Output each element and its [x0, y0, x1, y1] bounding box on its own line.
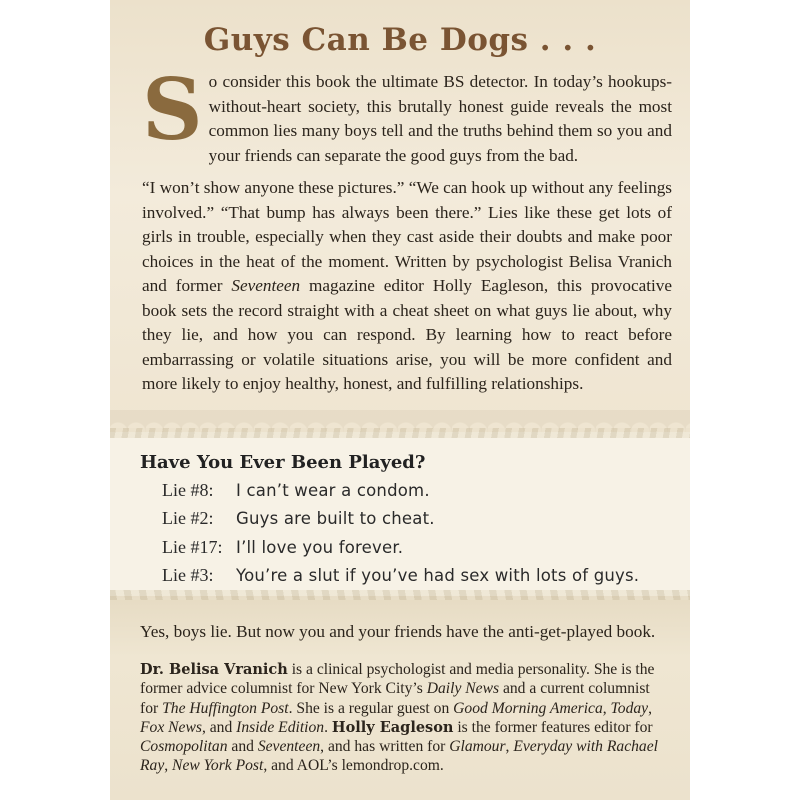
- publication-title: Glamour: [449, 738, 506, 756]
- magazine-title: Seventeen: [231, 276, 301, 295]
- publication-title: Seventeen: [257, 738, 321, 756]
- author-name: Holly Eagleson: [331, 718, 454, 736]
- description-paragraph: [142, 176, 672, 397]
- publication-title: Fox News: [140, 718, 202, 736]
- bio-text: , and: [201, 718, 237, 736]
- list-item: [162, 476, 682, 505]
- publication-title: Daily News: [426, 680, 500, 698]
- bio-text: ,: [648, 699, 653, 717]
- bio-text: , and has written for: [320, 738, 450, 756]
- lies-list: [162, 476, 682, 590]
- intro-paragraph: [142, 60, 672, 168]
- publication-title: Good Morning America: [453, 699, 603, 717]
- publication-title: Cosmopolitan: [140, 738, 228, 756]
- page-title: Guys Can Be Dogs . . .: [203, 22, 597, 58]
- publication-title: Inside Edition: [236, 718, 325, 736]
- publication-title: New York Post: [172, 757, 264, 775]
- description-text: “I won’t show anyone these pictures.” “We can hook up without any feelings involved.” “That bump has always been there.” Lies like these get lots of girls in trouble, especially when they cast aside their doubts and make poor choices in the heat of the moment. Written by psychologist Belisa Vranich and former: [142, 178, 672, 295]
- section-heading: Have You Ever Been Played?: [140, 452, 426, 473]
- bio-text: and a current columnist for: [140, 680, 650, 717]
- bio-text: ,: [505, 738, 514, 756]
- lie-text: You’re a slut if you’ve had sex with lots of guys.: [236, 566, 640, 586]
- bio-text: .: [324, 718, 332, 736]
- lie-number: Lie #2:: [162, 508, 214, 529]
- bio-text: ,: [164, 757, 173, 775]
- lie-number: Lie #17:: [162, 536, 223, 557]
- lie-text: I can’t wear a condom.: [236, 480, 430, 500]
- lie-text: I’ll love you forever.: [236, 537, 404, 557]
- intro-text: o consider this book the ultimate BS detector. In today’s hookups-without-heart society, this brutally honest guide reveals the most common lies many boys tell and the truths behind them so you and your friends can separate the good guys from the bad.: [208, 72, 672, 165]
- closing-line: Yes, boys lie. But now you and your friends have the anti-get-played book.: [140, 622, 656, 641]
- lie-number: Lie #3:: [162, 565, 214, 586]
- publication-title: Today: [610, 699, 649, 717]
- bio-text: ,: [602, 699, 611, 717]
- bio-text: . She is a regular guest on: [288, 699, 454, 717]
- torn-edge-divider: [110, 428, 690, 438]
- book-back-cover: [110, 0, 690, 800]
- lie-text: Guys are built to cheat.: [236, 509, 435, 529]
- author-name: Dr. Belisa Vranich: [140, 661, 288, 678]
- lie-number: Lie #8:: [162, 479, 214, 500]
- author-bios: [140, 660, 670, 776]
- list-item: [162, 533, 682, 562]
- description-text: magazine editor Holly Eagleson, this provocative book sets the record straight with a cheat sheet on what guys lie about, why they lie, and how you can respond. By learning how to react before embarrassing or volatile situations arise, you will be more confident and more likely to enjoy healthy, honest, and fulfilling relationships.: [142, 276, 672, 393]
- list-item: [162, 505, 682, 534]
- list-item: [162, 562, 682, 591]
- bio-text: is a clinical psychologist and media personality. She is the former advice columnist for New York City’s: [140, 661, 655, 698]
- bio-text: and: [227, 738, 258, 756]
- publication-title: The Huffington Post: [162, 699, 289, 717]
- publication-title: Everyday with Rachael Ray: [140, 738, 658, 775]
- torn-edge-divider: [110, 590, 690, 600]
- drop-cap: S: [142, 60, 203, 159]
- bio-text: , and AOL’s lemondrop.com.: [263, 757, 444, 775]
- bio-text: is the former features editor for: [453, 718, 653, 736]
